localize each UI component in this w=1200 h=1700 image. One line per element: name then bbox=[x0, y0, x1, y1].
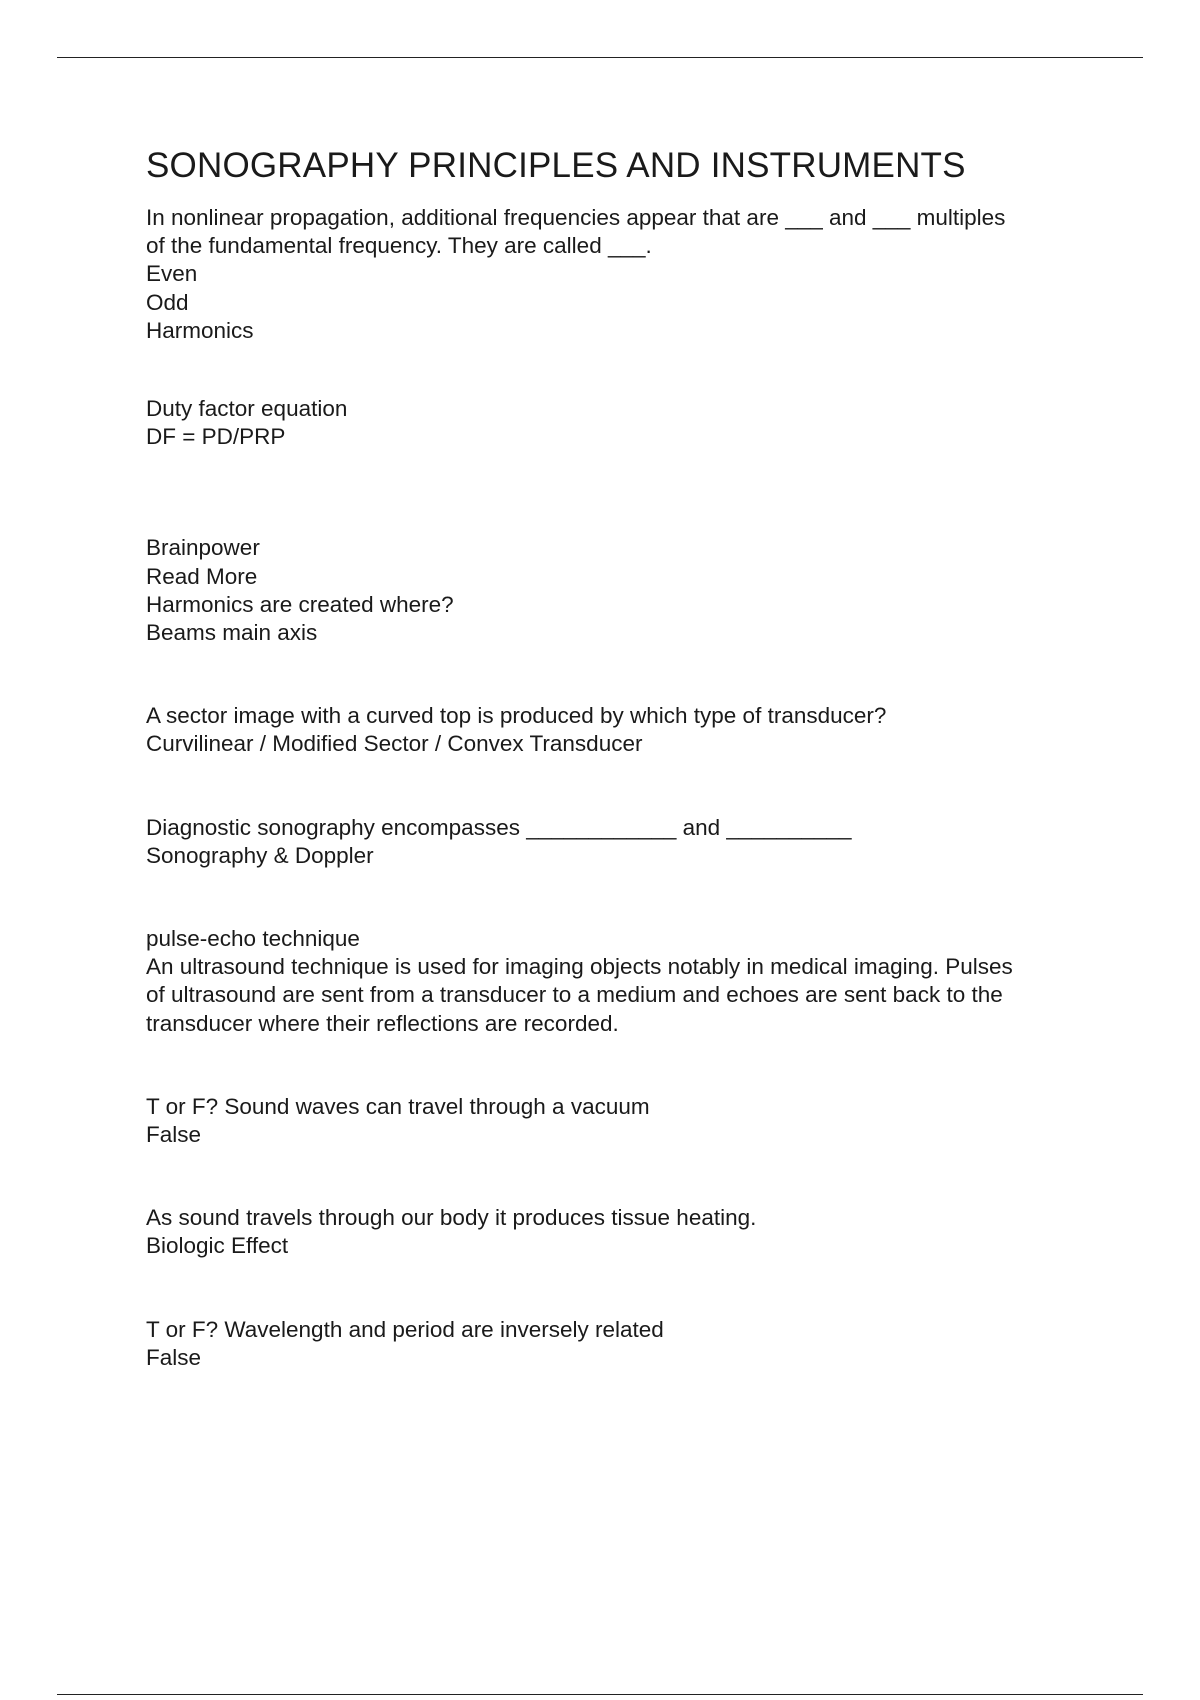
question-line: T or F? Sound waves can travel through a vacuum bbox=[146, 1093, 650, 1119]
answer-line: DF = PD/PRP bbox=[146, 424, 286, 450]
answer-line: False bbox=[146, 1344, 202, 1370]
question-line: Duty factor equation bbox=[146, 396, 348, 422]
answer-line: of ultrasound are sent from a transducer to a medium and echoes are sent back to the bbox=[146, 982, 1003, 1008]
answer-line: Odd bbox=[146, 289, 189, 315]
qa-block bbox=[146, 534, 1086, 647]
question-line: pulse-echo technique bbox=[146, 926, 360, 952]
answer-line: False bbox=[146, 1122, 202, 1148]
answer-line: Harmonics bbox=[146, 317, 254, 343]
qa-block bbox=[146, 204, 1086, 345]
qa-block bbox=[146, 814, 1086, 870]
question-line: In nonlinear propagation, additional frequencies appear that are ___ and ___ multiples bbox=[146, 205, 1006, 230]
question-line: of the fundamental frequency. They are called ___. bbox=[146, 233, 652, 259]
qa-block bbox=[146, 1204, 1086, 1260]
qa-block bbox=[146, 925, 1086, 1038]
document-title: SONOGRAPHY PRINCIPLES AND INSTRUMENTS bbox=[146, 146, 966, 185]
qa-block bbox=[146, 395, 1086, 451]
answer-line: transducer where their reflections are recorded. bbox=[146, 1010, 619, 1036]
answer-line: An ultrasound technique is used for imaging objects notably in medical imaging. Pulses bbox=[146, 954, 1013, 980]
qa-block bbox=[146, 1093, 1086, 1149]
answer-line: Even bbox=[146, 261, 198, 287]
question-line: As sound travels through our body it produces tissue heating. bbox=[146, 1205, 757, 1231]
text-line: Read More bbox=[146, 563, 258, 589]
answer-line: Sonography & Doppler bbox=[146, 842, 374, 868]
answer-line: Curvilinear / Modified Sector / Convex Transducer bbox=[146, 731, 643, 757]
question-line: T or F? Wavelength and period are inversely related bbox=[146, 1316, 664, 1342]
question-line: A sector image with a curved top is produced by which type of transducer? bbox=[146, 703, 887, 729]
text-line: Brainpower bbox=[146, 535, 260, 561]
qa-block bbox=[146, 702, 1086, 758]
document-body bbox=[146, 142, 1086, 1372]
question-line: Diagnostic sonography encompasses ____________ and __________ bbox=[146, 814, 852, 840]
question-line: Harmonics are created where? bbox=[146, 591, 454, 617]
bottom-divider bbox=[57, 1694, 1143, 1695]
answer-line: Beams main axis bbox=[146, 620, 318, 646]
top-divider bbox=[57, 57, 1143, 58]
answer-line: Biologic Effect bbox=[146, 1233, 289, 1259]
qa-block bbox=[146, 1316, 1086, 1372]
